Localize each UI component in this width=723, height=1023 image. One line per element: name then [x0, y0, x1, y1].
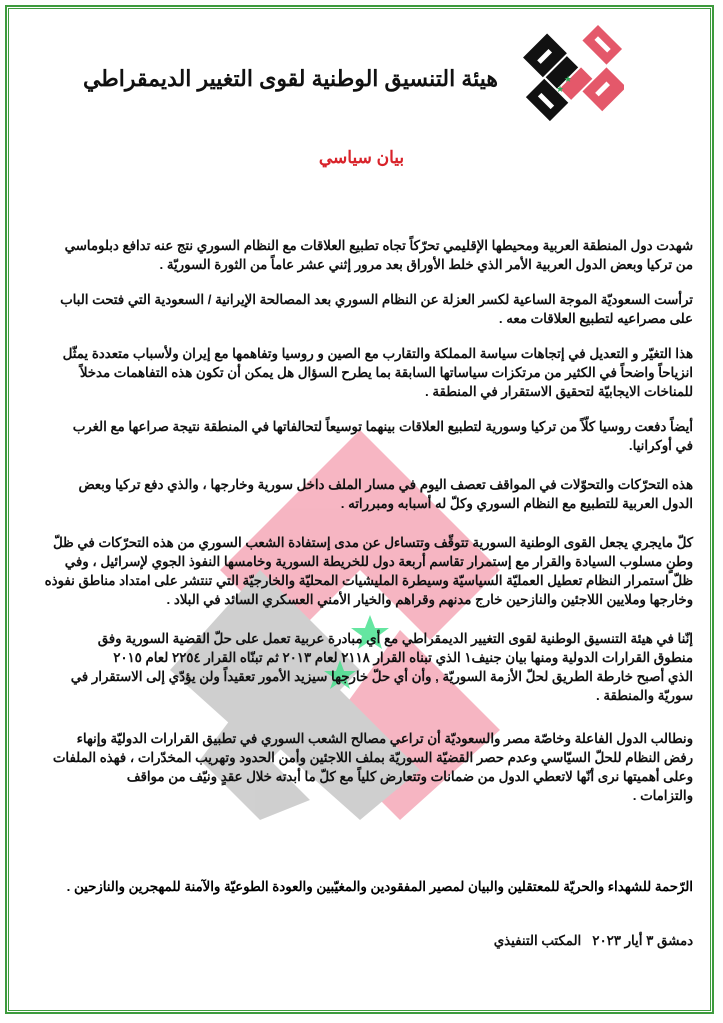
paragraph-line: وعلى أهميتها نرى أنّها لاتعطي الدول من ضمانات وتتعارض كلياً مع كلّ ما أبدته خلال عقدٍ ونيّف من مواقف: [126, 769, 693, 784]
svg-text:★: ★: [556, 84, 565, 94]
paragraph-line: وطنٍ مسلوب السيادة والقرار مع إستمرار تقاسم أربعة دول للخريطة السورية وخامسها النفوذ الجوي لإسرائيل ، وفي: [64, 554, 693, 569]
paragraph-line: الدول العربية للتطبيع مع النظام السوري وكلّ له أسبابه ومبرراته .: [340, 496, 693, 511]
paragraph: [30, 344, 693, 401]
paragraph-line: رفض النظام للحلّ السيّاسي وعدم حصر القضيّة السوريّة بملف اللاجئين وأمن الحدود وتهريب المخدّرات ، فهذه الملفات: [52, 750, 693, 765]
document-title: بيان سياسي: [318, 148, 405, 167]
organization-name: هيئة التنسيق الوطنية لقوى التغيير الديمقراطي: [82, 66, 498, 91]
paragraph: [30, 236, 693, 274]
paragraph-line: هذه التحرّكات والتحوّلات في المواقف تعصف اليوم في مسار الملف داخل سورية وخارجها ، والذي دفع تركيا وبعض: [78, 477, 693, 492]
paragraph: [30, 533, 693, 609]
paragraph-line: انزياحاً واضحاً في الكثير من مرتكزات سياساتها السابقة بما يطرح السؤال هل يمكن أن تكون هذه التفاهمات مدخلاً: [79, 365, 693, 380]
paragraph-line: إنّنا في هيئة التنسيق الوطنية لقوى التغيير الديمقراطي مع أي مبادرة عربية تعمل على حلّ القضية السورية وفق: [97, 631, 693, 646]
paragraph-line: ترأست السعوديّة الموجة الساعية لكسر العزلة عن النظام السوري بعد المصالحة الإيرانية / السعودية التي فتحت الباب: [60, 292, 693, 307]
paragraph: [30, 475, 693, 513]
paragraph-line: للمناخات الايجابيّة لتحقيق الاستقرار في المنطقة .: [424, 384, 693, 399]
signatory: المكتب التنفيذي: [493, 933, 582, 948]
closing-line: الرّحمة للشهداء والحريّة للمعتقلين والبيان لمصير المفقودين والمغيّبين والعودة الطوعيّة والآمنة للمهجرين والنازحين .: [66, 879, 693, 894]
paragraph-line: هذا التغيّر و التعديل في إتجاهات سياسة المملكة والتقارب مع الصين و روسيا وتفاهمها مع إيران ولأسباب متعددة يمثّل: [62, 346, 693, 361]
paragraph-line: ونطالب الدول الفاعلة وخاصّة مصر والسعوديّة أن تراعي مصالح الشعب السوري في تطبيق القرارات الدوليّة وإنهاء: [76, 731, 693, 746]
organization-logo: [514, 22, 624, 134]
paragraph-line: أيضاً دفعت روسيا كلّاً من تركيا وسورية لتطبيع العلاقات بينهما توسيعاً لتحالفاتها في المنطقة نتيجة صراعها مع الغرب: [72, 419, 693, 434]
paragraph-line: من تركيا وبعض الدول العربية الأمر الذي خلط الأوراق بعد مرور إثني عشر عاماً من الثورة السوريّة .: [159, 257, 693, 272]
paragraph-line: وخارجها وملايين اللاجئين والنازحين خارج مدنهم وقراهم والخيار الأمني العسكري السائد في البلاد .: [166, 592, 693, 607]
paragraph-line: شهدت دول المنطقة العربية ومحيطها الإقليمي تحرّكاً تجاه تطبيع العلاقات مع النظام السوري نتج عنه تدافع دبلوماسي: [64, 238, 693, 253]
paragraph: [30, 290, 693, 328]
svg-text:★: ★: [564, 74, 573, 84]
signature: [494, 933, 693, 949]
paragraph-line: ظلّ استمرار النظام تعطيل العمليّة السياسيّة وسيطرة المليشيات المحليّة والخارجيّة التي تنتشر على امتداد مناطق نفوذه: [44, 573, 693, 588]
paragraph: [30, 417, 693, 455]
paragraph-line: الذي أصبح خارطة الطريق لحلّ الأزمة السوريّة , وأن أي حلّ خارجها سيزيد الأمور تعقيداً ولن يؤدّي إلى الاستقرار في: [70, 669, 693, 684]
statement-body: [30, 236, 693, 805]
paragraph-line: في أوكرانيا.: [628, 438, 693, 453]
paragraph-line: على مصراعيه لتطبيع العلاقات معه .: [498, 311, 693, 326]
paragraph-line: سوريّة والمنطقة .: [596, 688, 693, 703]
paragraph-line: كلّ مايجري يجعل القوى الوطنية السورية تتوقّف وتتساءل عن مدى إستفادة الشعب السوري من هذه التحرّكات في ظلّ: [52, 535, 693, 550]
place-date: دمشق ٣ أيار ٢٠٢٣: [592, 933, 693, 948]
paragraph-line: والتزامات .: [632, 788, 693, 803]
paragraph-line: منطوق القرارات الدولية ومنها بيان جنيف١ الذي تبناه القرار ٢١١٨ لعام ٢٠١٣ ثم تبنّاه القرار ٢٢٥٤ لعام ٢٠١٥: [113, 650, 693, 665]
paragraph: [30, 729, 693, 805]
paragraph: [30, 629, 693, 705]
